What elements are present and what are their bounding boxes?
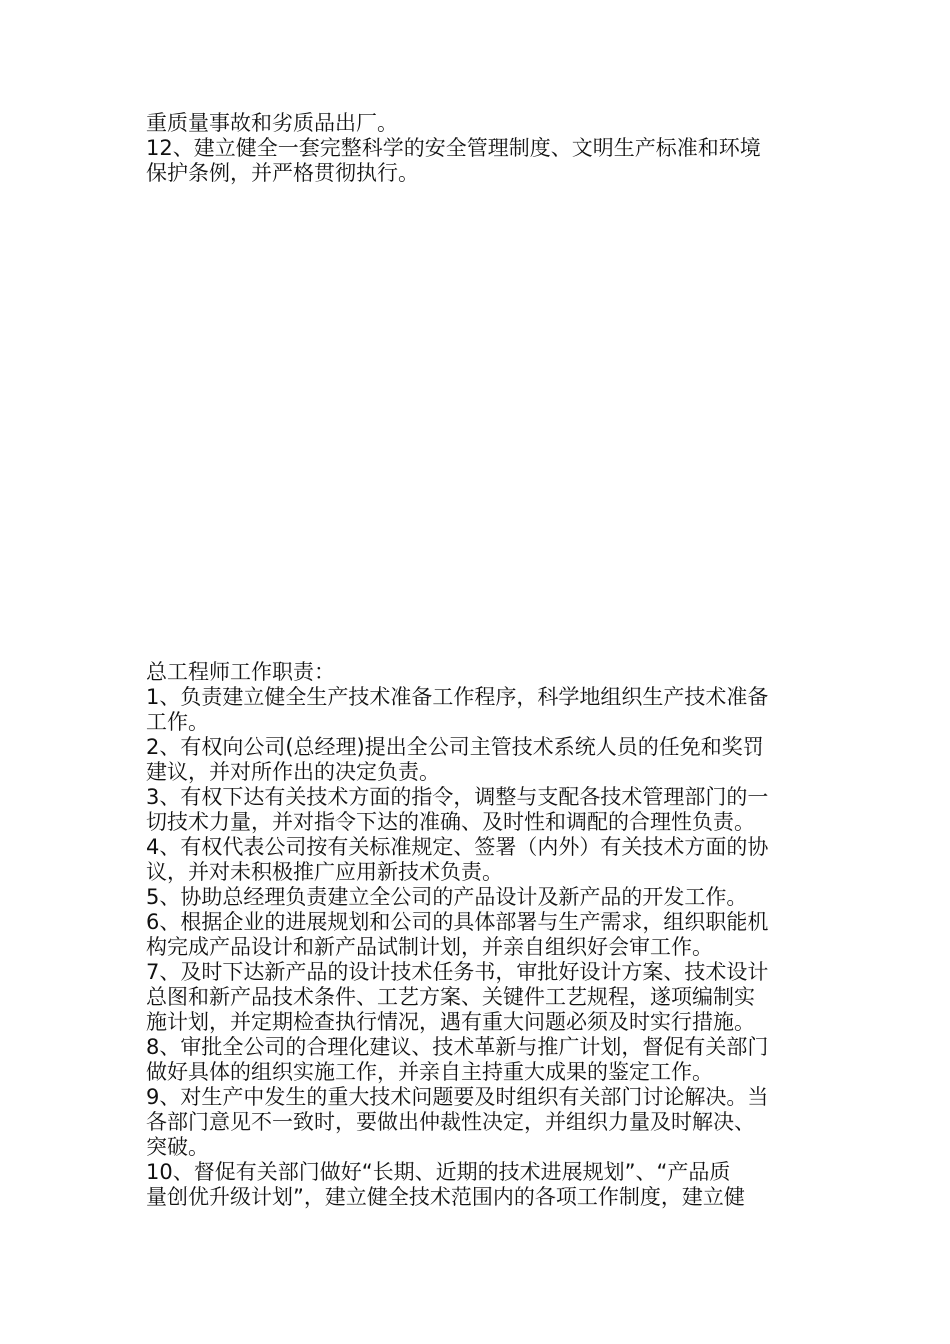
text-line: 8、审批全公司的合理化建议、技术革新与推广计划，督促有关部门 [146, 1035, 769, 1059]
text-line: 2、有权向公司(总经理)提出全公司主管技术系统人员的任免和奖罚 [146, 735, 764, 759]
text-line: 1、负责建立健全生产技术准备工作程序，科学地组织生产技术准备 [146, 685, 769, 709]
text-line: 重质量事故和劣质品出厂。 [146, 111, 398, 135]
text-line: 工作。 [146, 710, 209, 734]
text-line: 3、有权下达有关技术方面的指令，调整与支配各技术管理部门的一 [146, 785, 769, 809]
text-line: 建议，并对所作出的决定负责。 [146, 760, 440, 784]
text-line: 做好具体的组织实施工作，并亲自主持重大成果的鉴定工作。 [146, 1060, 713, 1084]
chief-engineer-duties-section [146, 660, 811, 1210]
continued-text-block [146, 111, 811, 186]
text-line: 各部门意见不一致时，要做出仲裁性决定，并组织力量及时解决、 [146, 1110, 755, 1134]
section-heading: 总工程师工作职责： [146, 660, 335, 684]
text-line: 9、对生产中发生的重大技术问题要及时组织有关部门讨论解决。当 [146, 1085, 769, 1109]
text-line: 切技术力量，并对指令下达的准确、及时性和调配的合理性负责。 [146, 810, 755, 834]
text-line: 4、有权代表公司按有关标准规定、签署（内外）有关技术方面的协 [146, 835, 769, 859]
text-line: 构完成产品设计和新产品试制计划，并亲自组织好会审工作。 [146, 935, 713, 959]
text-line: 7、及时下达新产品的设计技术任务书，审批好设计方案、技术设计 [146, 960, 769, 984]
text-line: 5、协助总经理负责建立全公司的产品设计及新产品的开发工作。 [146, 885, 748, 909]
text-line: 10、督促有关部门做好“长期、近期的技术进展规划”、“产品质 [146, 1160, 731, 1184]
text-line: 施计划，并定期检查执行情况，遇有重大问题必须及时实行措施。 [146, 1010, 755, 1034]
text-line: 保护条例，并严格贯彻执行。 [146, 161, 419, 185]
text-line: 议，并对未积极推广应用新技术负责。 [146, 860, 503, 884]
text-line: 突破。 [146, 1135, 209, 1159]
text-line: 量创优升级计划”，建立健全技术范围内的各项工作制度，建立健 [146, 1185, 745, 1209]
text-line: 总图和新产品技术条件、工艺方案、关键件工艺规程，遂项编制实 [146, 985, 755, 1009]
text-line: 12、建立健全一套完整科学的安全管理制度、文明生产标准和环境 [146, 136, 761, 160]
text-line: 6、根据企业的进展规划和公司的具体部署与生产需求，组织职能机 [146, 910, 769, 934]
